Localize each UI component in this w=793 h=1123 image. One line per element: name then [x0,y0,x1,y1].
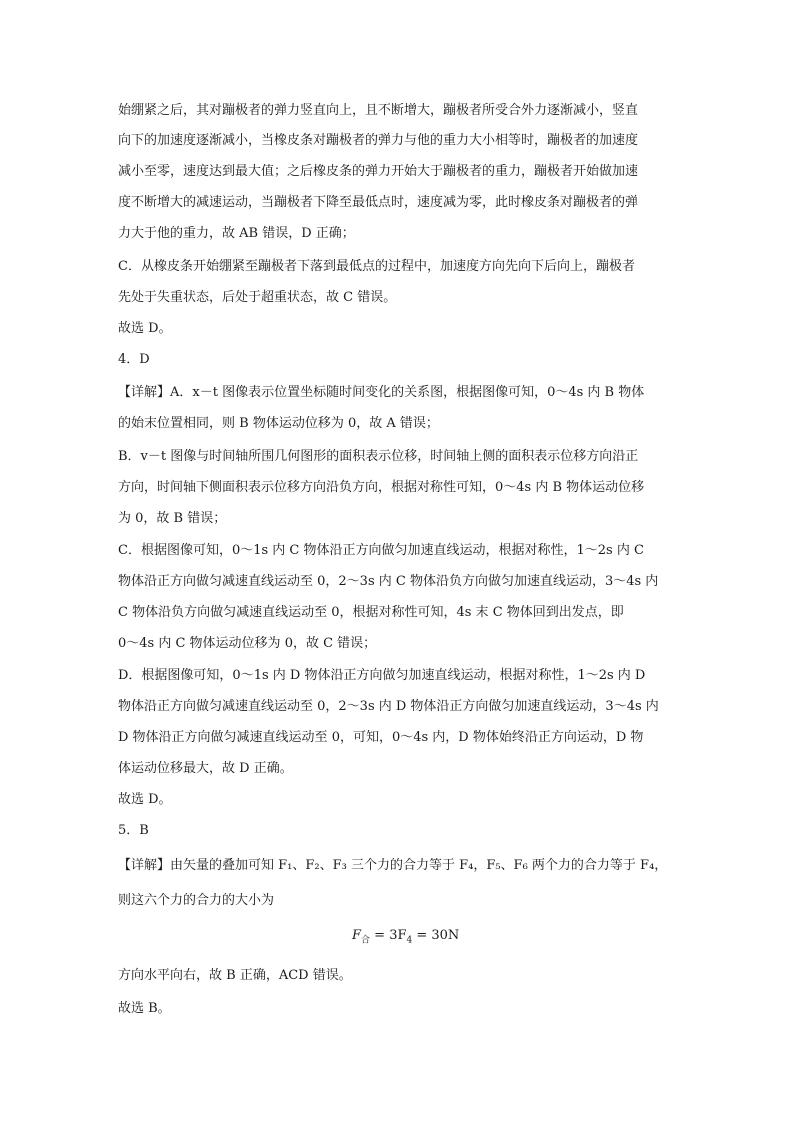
q4-line: 物体沿正方向做匀减速直线运动至 0，2～3s 内 C 物体沿负方向做匀加速直线运动，3～4s 内 [118,574,659,589]
q4-line: 物体沿正方向做匀减速直线运动至 0，2～3s 内 D 物体沿正方向做匀加速直线运动，3～4s 内 [118,699,659,714]
q4-line: 0～4s 内 C 物体运动位移为 0，故 C 错误； [118,636,377,651]
q4-line: 方向，时间轴下侧面积表示位移方向沿负方向，根据对称性可知，0～4s 内 B 物体运动位移 [118,480,645,495]
q4-line: C．根据图像可知，0～1s 内 C 物体沿正方向做匀加速直线运动，根据对称性，1～2s 内 C [118,543,644,558]
q3-line: 向下的加速度逐渐减小，当橡皮条对蹦极者的弹力与他的重力大小相等时，蹦极者的加速度 [118,133,639,148]
formula-rhs: = 30N [412,928,460,943]
q4-line: B．v－t 图像与时间轴所围几何图形的面积表示位移，时间轴上侧的面积表示位移方向沿正 [118,449,639,464]
formula-lhs-subscript: 合 [361,935,371,946]
q4-line: D．根据图像可知，0～1s 内 D 物体沿正方向做匀加速直线运动，根据对称性，1～2s 内 D [118,668,646,683]
q4-number: 4．D [118,352,150,367]
q4-line: D 物体沿正方向做匀减速直线运动至 0，可知，0～4s 内，D 物体始终沿正方向运动，D 物 [118,730,644,745]
q5-line: 则这六个力的合力的大小为 [118,893,275,908]
q5-line: 方向水平向右，故 B 正确，ACD 错误。 [118,968,352,983]
q4-line: 为 0，故 B 错误； [118,511,227,526]
q5-answer: 故选 B。 [118,1001,171,1016]
formula-mid: = 3F [370,928,407,943]
q5-number: 5．B [118,823,149,838]
q4-line: 的始末位置相同，则 B 物体运动位移为 0，故 A 错误； [118,416,439,431]
q4-line: 【详解】A．x－t 图像表示位置坐标随时间变化的关系图，根据图像可知，0～4s 内 B 物体 [118,385,645,400]
q4-line: 体运动位移最大，故 D 正确。 [118,761,293,776]
resultant-force-formula [352,928,459,946]
q4-answer: 故选 D。 [118,792,172,807]
q3-answer: 故选 D。 [118,321,172,336]
formula-lhs: F [352,928,362,943]
q4-line: C 物体沿负方向做匀减速直线运动至 0，根据对称性可知，4s 末 C 物体回到出发点，即 [118,605,624,620]
q3-line: 始绷紧之后，其对蹦极者的弹力竖直向上，且不断增大，蹦极者所受合外力逐渐减小，竖直 [118,103,639,118]
q5-line: 【详解】由矢量的叠加可知 F₁、F₂、F₃ 三个力的合力等于 F₄，F₅、F₆ 两个力的合力等于 F₄， [118,858,668,873]
formula-mid-subscript: 4 [406,935,413,946]
q3-line: 度不断增大的减速运动，当蹦极者下降至最低点时，速度减为零，此时橡皮条对蹦极者的弹 [118,195,639,210]
q3-line: 先处于失重状态，后处于超重状态，故 C 错误。 [118,290,397,305]
q3-line: 减小至零，速度达到最大值；之后橡皮条的弹力开始大于蹦极者的重力，蹦极者开始做加速 [118,164,639,179]
q3-line: 力大于他的重力，故 AB 错误，D 正确； [118,226,355,241]
q3-line: C．从橡皮条开始绷紧至蹦极者下落到最低点的过程中，加速度方向先向下后向上，蹦极者 [118,259,635,274]
